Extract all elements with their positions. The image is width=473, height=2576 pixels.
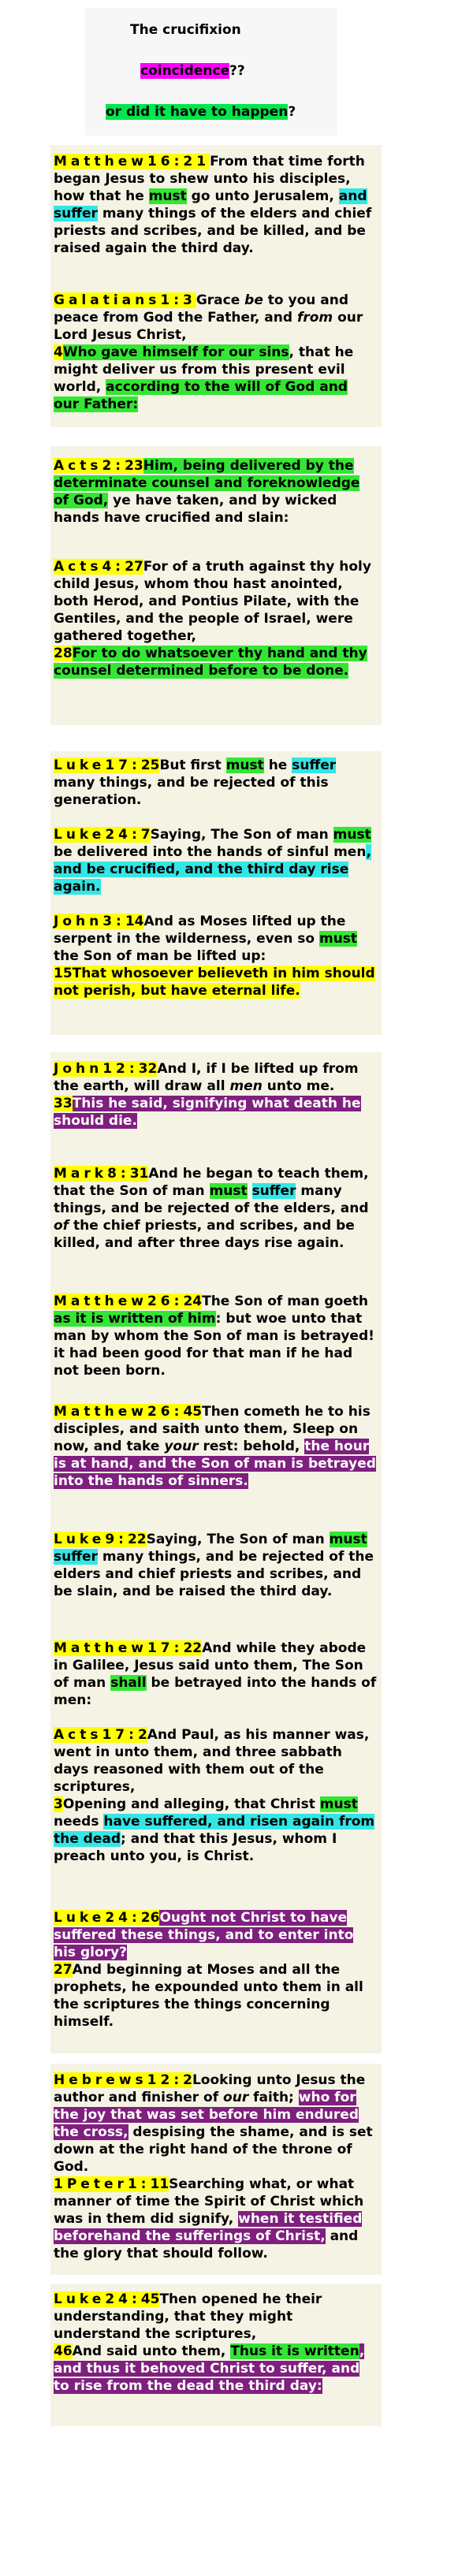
highlighted-text: according to the will of God and our Father: bbox=[54, 379, 348, 412]
highlighted-text: as it is written of him bbox=[54, 1311, 216, 1327]
verse-reference: Acts2: bbox=[54, 458, 125, 474]
verse-number: 45 bbox=[140, 2291, 160, 2307]
verse-text: Looking unto Jesus the author and finisher of bbox=[54, 2072, 366, 2105]
highlighted-text: suffer bbox=[54, 1549, 98, 1565]
verse-number: 33 bbox=[54, 1096, 73, 1111]
passage-luke-9 bbox=[54, 1531, 377, 1600]
verse-number: 2 bbox=[137, 1727, 147, 1743]
highlighted-text: must bbox=[148, 188, 187, 204]
highlighted-text: Who gave himself for our sins bbox=[62, 344, 289, 360]
highlighted-text: must bbox=[318, 931, 358, 947]
passage-john-12 bbox=[54, 1060, 377, 1130]
passage-mark-8 bbox=[54, 1165, 377, 1252]
verse-text: : but woe unto that man by whom the Son of man is betrayed! it had been good for that man if he had not been born. bbox=[54, 1311, 374, 1379]
verse-text: from bbox=[296, 310, 333, 326]
verse-text: Searching what, or what manner of time the Spirit of Christ which was in them did signify, bbox=[54, 2176, 364, 2227]
verse-text: But first bbox=[159, 758, 226, 773]
title-line-1 bbox=[130, 22, 241, 38]
passage-matthew-26-24 bbox=[54, 1293, 377, 1379]
verse-text: go unto Jerusalem, bbox=[186, 188, 339, 204]
verse-text: many things of the elders and chief priests and scribes, and be killed, and be raised again the third day. bbox=[54, 206, 372, 256]
title-line-2 bbox=[140, 63, 245, 79]
verse-text: he bbox=[263, 758, 292, 773]
verse-text: Saying, The Son of man bbox=[146, 1532, 330, 1547]
verse-text: Then cometh he to his disciples, and saith unto them, Sleep on now, and take bbox=[54, 1404, 371, 1454]
verse-number: 7 bbox=[140, 827, 151, 843]
verse-number: 45 bbox=[183, 1404, 203, 1420]
verse-number: 27 bbox=[54, 1962, 73, 1978]
highlighted-text: suffer bbox=[292, 758, 337, 773]
verse-text: needs bbox=[54, 1814, 104, 1830]
verse-text: of bbox=[54, 1218, 69, 1234]
verse-text: For of a truth against thy holy child Jesus, whom thou hast anointed, both Herod, and Pontius Pilate, with the Gentiles, and the people of Israel, were gathered together, bbox=[54, 559, 371, 644]
question-highlight: or did it have to happen bbox=[106, 104, 289, 120]
verse-text: And he began to teach them, that the Son of man bbox=[54, 1166, 369, 1199]
verse-text: to you and peace from God the Father, and bbox=[54, 292, 349, 326]
highlighted-text: must bbox=[329, 1532, 367, 1547]
verse-text: ; and that this Jesus, whom I preach unto you, is Christ. bbox=[54, 1831, 337, 1864]
passage-1-peter-1 bbox=[54, 2176, 377, 2262]
highlighted-text: must bbox=[319, 1796, 358, 1812]
verse-number: 31 bbox=[129, 1166, 149, 1182]
verse-number: 11 bbox=[150, 2176, 169, 2192]
passage-luke-24-45 bbox=[54, 2291, 377, 2395]
passage-matthew-17 bbox=[54, 1640, 377, 1709]
verse-text: rest: behold, bbox=[198, 1439, 305, 1454]
highlighted-text: and suffer bbox=[54, 188, 367, 221]
highlighted-text: must bbox=[209, 1183, 248, 1199]
verse-reference: Matthew17: bbox=[54, 1640, 184, 1656]
verse-text: the Son of man be lifted up: bbox=[54, 948, 266, 964]
verse-number: 26 bbox=[140, 1910, 160, 1926]
title-text: The crucifixion bbox=[130, 22, 241, 38]
verse-number: 4 bbox=[54, 344, 63, 360]
verse-number: 2 bbox=[183, 2072, 192, 2088]
passage-hebrews-12 bbox=[54, 2072, 377, 2176]
verse-text: , that he might deliver us from this present evil world, bbox=[54, 344, 354, 395]
passage-luke-17 bbox=[54, 757, 377, 809]
verse-text: Then opened he their understanding, that they might understand the scriptures, bbox=[54, 2291, 322, 2342]
verse-text: Opening and alleging, that Christ bbox=[62, 1796, 320, 1812]
passage-acts-2 bbox=[54, 457, 377, 527]
highlighted-text: Him, being delivered by the determinate counsel and foreknowledge of God, bbox=[54, 458, 360, 508]
passage-matthew-26-45 bbox=[54, 1403, 377, 1490]
verse-text: And said unto them, bbox=[72, 2343, 231, 2359]
verse-text: many things, and be rejected of the elders and chief priests and scribes, and be slain, and be raised the third day. bbox=[54, 1549, 374, 1599]
highlighted-text: have suffered, and risen again from the dead bbox=[54, 1814, 375, 1847]
title-line-3 bbox=[106, 104, 296, 120]
verse-text: despising the shame, and is set down at the right hand of the throne of God. bbox=[54, 2124, 373, 2175]
verse-number: 27 bbox=[125, 559, 143, 575]
verse-reference: Acts4: bbox=[54, 559, 125, 575]
verse-text: your bbox=[164, 1439, 199, 1454]
verse-text: men bbox=[229, 1078, 263, 1094]
passage-acts-4 bbox=[54, 558, 377, 679]
verse-text: the chief priests, and scribes, and be killed, and after three days rise again. bbox=[54, 1218, 355, 1251]
coincidence-highlight: coincidence bbox=[140, 63, 229, 79]
verse-number: That whosoever believeth in him should not perish, but have eternal life. bbox=[54, 966, 375, 999]
passage-luke-24-7 bbox=[54, 826, 377, 895]
verse-text: be delivered into the hands of sinful men bbox=[54, 844, 367, 860]
verse-text: unto me. bbox=[262, 1078, 335, 1094]
highlighted-text: , and be crucified, and the third day rise again. bbox=[54, 844, 371, 895]
verse-text: our bbox=[223, 2090, 249, 2105]
verse-number: 22 bbox=[183, 1640, 203, 1656]
verse-reference: Luke9: bbox=[54, 1532, 128, 1547]
verse-reference: Galatians1:3 bbox=[54, 292, 196, 308]
passage-matthew-16 bbox=[54, 153, 377, 257]
verse-text: The Son of man goeth bbox=[202, 1294, 369, 1309]
highlighted-text: , and thus it behoved Christ to suffer, and to rise from the dead the third day: bbox=[54, 2343, 365, 2394]
highlighted-text: Thus it is written bbox=[230, 2343, 359, 2359]
verse-text: And beginning at Moses and all the prophets, he expounded unto them in all the scriptures the things concerning himself. bbox=[54, 1962, 363, 2030]
verse-number: 15 bbox=[54, 966, 73, 981]
verse-reference: Matthew16:21 bbox=[54, 154, 210, 169]
verse-text: our Lord Jesus Christ, bbox=[54, 310, 363, 343]
highlighted-text: the hour is at hand, and the Son of man is betrayed into the hands of sinners. bbox=[54, 1439, 376, 1489]
verse-text bbox=[248, 1183, 252, 1199]
verse-text: and the glory that should follow. bbox=[54, 2228, 359, 2261]
verse-number: 3 bbox=[54, 1796, 63, 1812]
verse-text: Grace bbox=[196, 292, 245, 308]
highlighted-text: when it testified beforehand the sufferings of Christ, bbox=[54, 2211, 363, 2244]
verse-number: 32 bbox=[138, 1061, 158, 1077]
verse-number: 24 bbox=[183, 1294, 203, 1309]
highlighted-text: For to do whatsoever thy hand and thy counsel determined before to be done. bbox=[54, 646, 367, 679]
verse-text: many things, and be rejected of this generation. bbox=[54, 775, 329, 808]
verse-number: 46 bbox=[54, 2343, 73, 2359]
verse-reference: John12: bbox=[54, 1061, 139, 1077]
verse-reference: Luke24: bbox=[54, 2291, 141, 2307]
verse-text: be bbox=[244, 292, 263, 308]
highlighted-text: suffer bbox=[251, 1183, 296, 1199]
verse-text: many things, and be rejected of the elders, and bbox=[54, 1183, 369, 1216]
verse-text: Saying, The Son of man bbox=[150, 827, 333, 843]
verse-text: faith; bbox=[248, 2090, 299, 2105]
verse-reference: Hebrews12: bbox=[54, 2072, 184, 2088]
highlighted-text: This he said, signifying what death he should die. bbox=[54, 1096, 361, 1129]
verse-text: And Paul, as his manner was, went in unto them, and three sabbath days reasoned with them out of the scriptures, bbox=[54, 1727, 370, 1795]
verse-reference: 1Peter1: bbox=[54, 2176, 151, 2192]
verse-reference: Matthew26: bbox=[54, 1404, 184, 1420]
verse-number: 23 bbox=[125, 458, 143, 474]
verse-reference: Luke24: bbox=[54, 827, 141, 843]
verse-text: be betrayed into the hands of men: bbox=[54, 1675, 377, 1708]
verse-text: And while they abode in Galilee, Jesus said unto them, The Son of man bbox=[54, 1640, 367, 1691]
verse-text: ye have taken, and by wicked hands have crucified and slain: bbox=[54, 493, 337, 526]
highlighted-text: must bbox=[225, 758, 264, 773]
verse-text: And I, if I be lifted up from the earth, will draw all bbox=[54, 1061, 359, 1094]
verse-text: And as Moses lifted up the serpent in the wilderness, even so bbox=[54, 914, 346, 947]
verse-reference: John3: bbox=[54, 914, 125, 929]
verse-reference: Mark8: bbox=[54, 1166, 130, 1182]
verse-reference: Luke24: bbox=[54, 1910, 141, 1926]
verse-number: 22 bbox=[127, 1532, 147, 1547]
highlighted-text: must bbox=[333, 827, 371, 843]
verse-number: 28 bbox=[54, 646, 73, 661]
highlighted-text: Ought not Christ to have suffered these things, and to enter into his glory? bbox=[54, 1910, 354, 1960]
verse-reference: Luke17: bbox=[54, 758, 141, 773]
verse-reference: Acts17: bbox=[54, 1727, 138, 1743]
highlighted-text: shall bbox=[110, 1675, 147, 1691]
passage-john-3 bbox=[54, 913, 377, 1000]
passage-acts-17 bbox=[54, 1726, 377, 1865]
verse-number: 14 bbox=[125, 914, 144, 929]
verse-text: From that time forth began Jesus to shew unto his disciples, how that he bbox=[54, 154, 365, 204]
passage-luke-24-26 bbox=[54, 1909, 377, 2031]
highlighted-text: who for the joy that was set before him endured the cross, bbox=[54, 2090, 359, 2140]
verse-reference: Matthew26: bbox=[54, 1294, 184, 1309]
question-mark: ? bbox=[288, 104, 296, 120]
question-marks: ?? bbox=[229, 63, 245, 79]
verse-number: 25 bbox=[140, 758, 160, 773]
passage-galatians-1 bbox=[54, 292, 377, 413]
